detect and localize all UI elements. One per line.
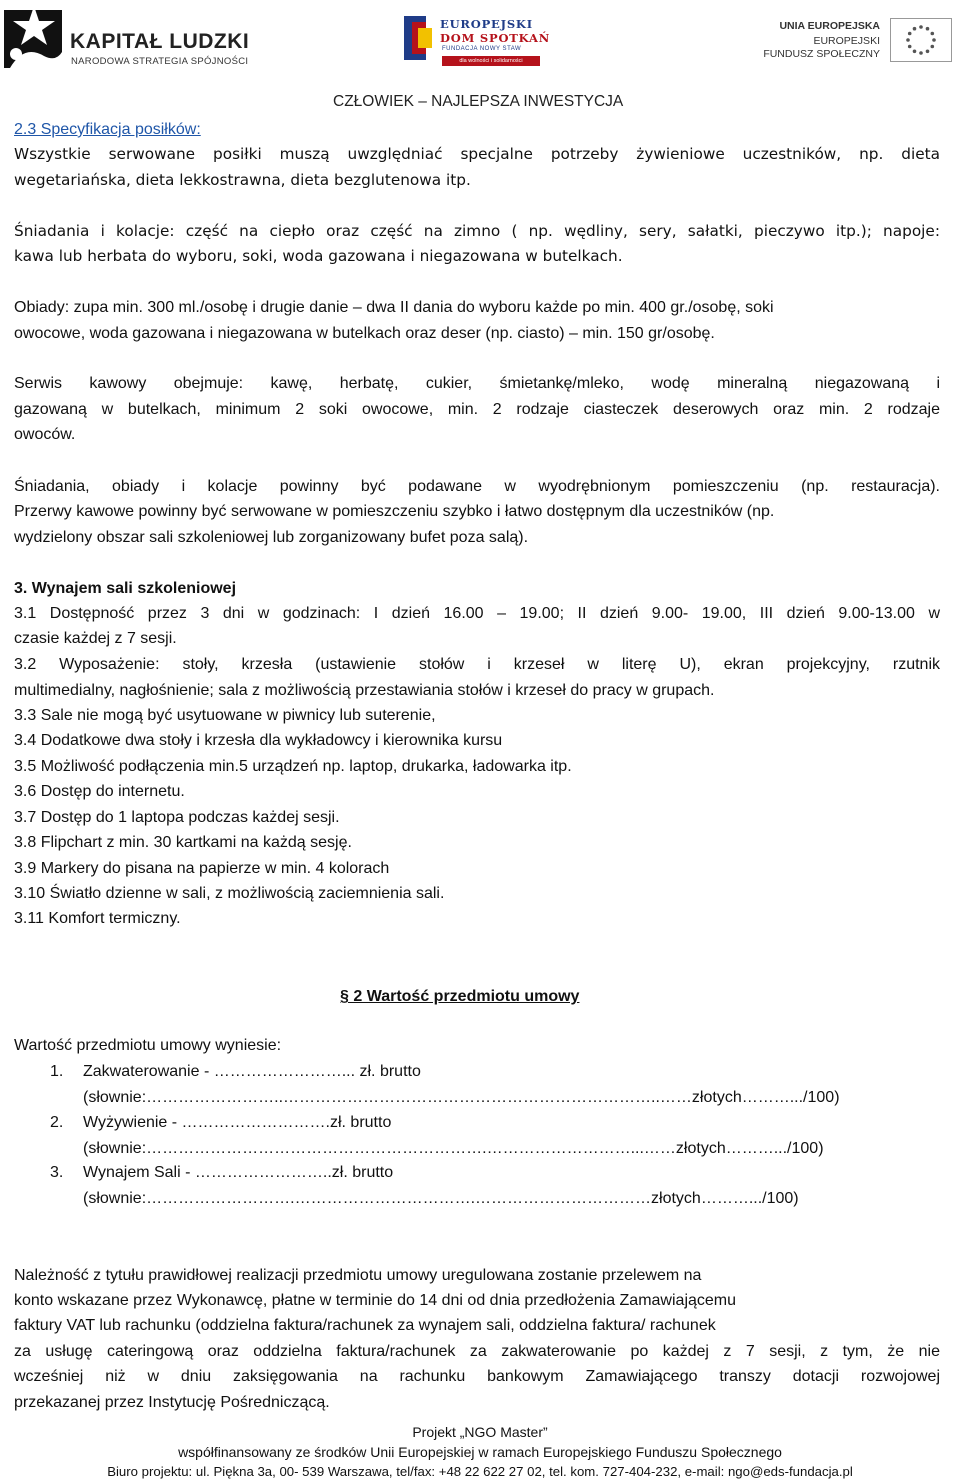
logo-left-subtitle: NARODOWA STRATEGIA SPÓJNOŚCI bbox=[71, 56, 249, 67]
eu-star-icon bbox=[913, 50, 917, 54]
eds-line-2: DOM SPOTKAŃ bbox=[440, 31, 551, 45]
eu-star-icon bbox=[908, 32, 912, 36]
eds-line-1: EUROPEJSKI bbox=[440, 17, 533, 31]
value-row-number: 2. bbox=[50, 1114, 64, 1131]
serving-line: Przerwy kawowe powinny być serwowane w pomieszczeniu szybko i łatwo dostępnym dla uczestników (np. bbox=[14, 503, 775, 520]
eu-line-3: FUNDUSZ SPOŁECZNY bbox=[763, 48, 880, 60]
rooms-item: multimedialny, nagłośnienie; sala z możliwością przestawiania stołów i krzeseł do pracy w grupach. bbox=[14, 682, 715, 699]
breakfast-line: Śniadania i kolacje: część na ciepło oraz część na zimno ( np. wędliny, sery, sałatki, pieczywo itp.); napoje: bbox=[14, 222, 940, 240]
payment-line: przekazanej przez Instytucję Pośredniczącą. bbox=[14, 1394, 330, 1411]
slogan: CZŁOWIEK – NAJLEPSZA INWESTYCJA bbox=[333, 93, 624, 110]
rooms-item: 3.3 Sale nie mogą być usytuowane w piwnicy lub suterenie, bbox=[14, 707, 436, 724]
payment-line: konto wskazane przez Wykonawcę, płatne w terminie do 14 dni od dnia przedłożenia Zamawiającemu bbox=[14, 1292, 737, 1309]
eu-line-1: UNIA EUROPEJSKA bbox=[779, 20, 880, 32]
meals-intro-line: wegetariańska, dieta lekkostrawna, dieta bezglutenowa itp. bbox=[14, 171, 471, 189]
value-row-number: 1. bbox=[50, 1063, 64, 1080]
rooms-item: 3.4 Dodatkowe dwa stoły i krzesła dla wykładowcy i kierownika kursu bbox=[14, 732, 503, 749]
value-row-number: 3. bbox=[50, 1164, 64, 1181]
logo-left-title: KAPITAŁ LUDZKI bbox=[70, 30, 250, 53]
rooms-item: 3.5 Możliwość podłączenia min.5 urządzeń np. laptop, drukarka, ładowarka itp. bbox=[14, 758, 572, 775]
eu-star-icon bbox=[913, 27, 917, 31]
rooms-heading: 3. Wynajem sali szkoleniowej bbox=[14, 580, 237, 597]
value-row-words: (słownie:……………………………………………………….………………………...……złotych……….../100) bbox=[83, 1140, 824, 1157]
eu-star-icon bbox=[908, 45, 912, 49]
eu-star-icon bbox=[931, 45, 935, 49]
kapital-ludzki-emblem-icon bbox=[4, 4, 66, 74]
rooms-item: 3.10 Światło dzienne w sali, z możliwością zaciemnienia sali. bbox=[14, 885, 445, 902]
rooms-item: 3.8 Flipchart z min. 30 kartkami na każdą sesję. bbox=[14, 834, 352, 851]
value-row-label: Wyżywienie - ……………………….zł. brutto bbox=[83, 1114, 392, 1131]
rooms-item: 3.7 Dostęp do 1 laptopa podczas każdej sesji. bbox=[14, 809, 340, 826]
rooms-item: 3.11 Komfort termiczny. bbox=[14, 910, 181, 927]
value-row-words: (słownie:……………………..……………………………………………………………..……złotych……….../100) bbox=[83, 1089, 840, 1106]
footer-project: Projekt „NGO Master” bbox=[412, 1424, 548, 1440]
rooms-item: czasie każdej z 7 sesji. bbox=[14, 630, 177, 647]
payment-line: faktury VAT lub rachunku (oddzielna faktura/rachunek za wynajem sali, oddzielna faktura/ rachunek bbox=[14, 1317, 716, 1334]
value-row-label: Wynajem Sali - ……………………..zł. brutto bbox=[83, 1164, 394, 1181]
eu-star-icon bbox=[926, 27, 930, 31]
meals-heading: 2.3 Specyfikacja posiłków: bbox=[14, 121, 201, 138]
coffee-line: gazowaną w butelkach, minimum 2 soki owocowe, min. 2 rodzaje ciasteczek deserowych oraz min. 2 rodzaje bbox=[14, 401, 940, 418]
value-heading: § 2 Wartość przedmiotu umowy bbox=[340, 988, 580, 1005]
eu-star-icon bbox=[919, 51, 923, 55]
eu-star-icon bbox=[926, 50, 930, 54]
footer-cofinance: współfinansowany ze środków Unii Europejskiej w ramach Europejskiego Funduszu Społecznego bbox=[178, 1444, 782, 1460]
eu-flag-icon bbox=[890, 18, 952, 62]
eu-star-icon bbox=[931, 32, 935, 36]
logo-kapital-ludzki bbox=[4, 4, 254, 74]
payment-line: Należność z tytułu prawidłowej realizacji przedmiotu umowy uregulowana zostanie przelewem na bbox=[14, 1267, 702, 1284]
eu-star-icon bbox=[906, 38, 910, 42]
rooms-item: 3.2 Wyposażenie: stoły, krzesła (ustawienie stołów i krzeseł w literę U), ekran projekcyjny, rzutnik bbox=[14, 656, 940, 673]
serving-line: Śniadania, obiady i kolacje powinny być podawane w wyodrębnionym pomieszczeniu (np. restauracja). bbox=[14, 478, 940, 495]
breakfast-line: kawa lub herbata do wyboru, soki, woda gazowana i niegazowana w butelkach. bbox=[14, 247, 623, 265]
rooms-item: 3.9 Markery do pisana na papierze w min. 4 kolorach bbox=[14, 860, 390, 877]
logo-eu bbox=[762, 18, 952, 70]
footer-address: Biuro projektu: ul. Piękna 3a, 00- 539 Warszawa, tel/fax: +48 22 622 27 02, tel. kom. 727-404-232, e-mail: ngo@eds-fundacja.pl bbox=[107, 1464, 853, 1479]
value-intro: Wartość przedmiotu umowy wyniesie: bbox=[14, 1037, 282, 1054]
eds-line-4: dla wolności i solidarności bbox=[442, 56, 540, 66]
rooms-item: 3.6 Dostęp do internetu. bbox=[14, 783, 185, 800]
coffee-line: Serwis kawowy obejmuje: kawę, herbatę, cukier, śmietankę/mleko, wodę mineralną niegazowaną i bbox=[14, 375, 940, 392]
eds-line-3: FUNDACJA NOWY STAW bbox=[442, 46, 522, 52]
dinner-line: owocowe, woda gazowana i niegazowana w butelkach oraz deser (np. ciasto) – min. 150 gr/osobę. bbox=[14, 325, 715, 342]
eu-star-icon bbox=[919, 25, 923, 29]
serving-line: wydzielony obszar sali szkoleniowej lub zorganizowany bufet poza salą). bbox=[14, 529, 529, 546]
value-row-words: (słownie:……………………….…………………………….……………………………złotych……….../100) bbox=[83, 1190, 799, 1207]
rooms-item: 3.1 Dostępność przez 3 dni w godzinach: I dzień 16.00 – 19.00; II dzień 9.00- 19.00, III dzień 9.00-13.00 w bbox=[14, 605, 940, 622]
value-row-label: Zakwaterowanie - ……………………... zł. brutto bbox=[83, 1063, 421, 1080]
meals-intro-line: Wszystkie serwowane posiłki muszą uwzględniać specjalne potrzeby żywieniowe uczestników, np. dieta bbox=[14, 145, 940, 163]
eds-emblem-icon bbox=[402, 14, 436, 64]
eu-star-icon bbox=[932, 38, 936, 42]
coffee-line: owoców. bbox=[14, 426, 76, 443]
payment-line: za usługę cateringową oraz oddzielna faktura/rachunek za zakwaterowanie po każdej z 7 sesji, z tym, że nie bbox=[14, 1343, 940, 1360]
dinner-line: Obiady: zupa min. 300 ml./osobę i drugie danie – dwa II dania do wyboru każde po min. 400 gr./osobę, soki bbox=[14, 299, 774, 316]
eu-line-2: EUROPEJSKI bbox=[813, 35, 880, 47]
payment-line: wcześniej niż w dniu zaksięgowania na rachunku bankowym Zamawiającego transzy dotacji rozwojowej bbox=[14, 1368, 940, 1385]
logo-eds bbox=[402, 14, 552, 72]
